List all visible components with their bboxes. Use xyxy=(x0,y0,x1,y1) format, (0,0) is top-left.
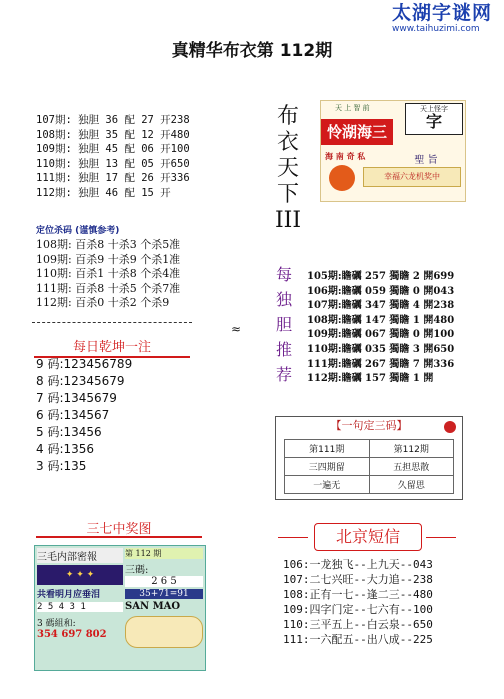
qiankun-title: 每日乾坤一注 xyxy=(72,340,151,355)
sanmao-seal-icon xyxy=(125,616,203,648)
kuangying-row: 112期:瞻礪 157 獨瞻 1 開 xyxy=(307,373,434,385)
sanmao-slogan: 共看明月应垂泪 xyxy=(37,590,101,600)
page-title: 真精华布衣第 112期 xyxy=(171,41,333,61)
yiju-col2-head: 第112期 xyxy=(369,440,454,458)
sanmao-logo-icon: ✦ ✦ ✦ xyxy=(37,565,123,585)
haisan-right-box xyxy=(405,103,463,135)
history-row: 109期: 独胆 45 配 06 开100 xyxy=(36,143,190,155)
position-row: 112期: 百杀0 十杀2 个杀9 xyxy=(36,296,170,309)
kuangying-row: 110期:瞻礪 035 獨瞻 3 開650 xyxy=(307,343,455,355)
beijing-row: 107:二七兴旺--大力追--238 xyxy=(283,573,433,586)
yiju-table xyxy=(284,439,454,494)
haisan-motto: 幸福六龙机奖中 xyxy=(363,167,461,187)
buyi-char: 布 xyxy=(276,104,299,129)
qiankun-row: 7 码:1345679 xyxy=(36,391,117,405)
buyi-char: 下 xyxy=(276,182,299,207)
beijing-banner xyxy=(272,523,462,553)
position-row: 110期: 百杀1 十杀8 个杀4准 xyxy=(36,267,181,280)
kuangying-row: 107期:瞻礪 347 獨瞻 4 開238 xyxy=(307,300,455,312)
sanmao-right-issue: 第 112 期 xyxy=(125,548,203,559)
site-logo-url: www.taihuzimi.com xyxy=(392,24,480,34)
sanmao-left xyxy=(37,548,123,668)
beijing-title: 北京短信 xyxy=(314,523,422,551)
meidu-char: 推 xyxy=(275,340,292,359)
sanmao-code-label: 3 碼組和: xyxy=(37,619,76,629)
haisan-sub-right: 聖 旨 xyxy=(414,155,438,166)
yiju-cell: 一遍无 xyxy=(285,476,370,494)
sanmao-brand: SAN MAO xyxy=(125,601,181,612)
yiju-cell: 三四期留 xyxy=(285,458,370,476)
haisan-right-top: 天上怪字 xyxy=(420,105,448,113)
sanmao-right-label: 三碼: xyxy=(125,565,149,576)
sanmao-title: 三七中奖图 xyxy=(86,522,152,537)
kuangying-row: 105期:瞻礪 257 獨瞻 2 開699 xyxy=(307,271,455,282)
haisan-sub-left: 海 南 奇 私 xyxy=(325,151,366,161)
haisan-glyph-icon: 字 xyxy=(425,112,442,131)
qiankun-list xyxy=(36,356,132,475)
haisan-card xyxy=(320,100,466,202)
beijing-list xyxy=(283,557,433,647)
history-row: 111期: 独胆 17 配 26 开336 xyxy=(36,172,190,184)
yiju-cell: 五担思散 xyxy=(369,458,454,476)
meidu-vertical xyxy=(268,262,300,387)
position-row: 111期: 百杀8 十杀5 个杀7准 xyxy=(36,281,181,295)
sanmao-card-title: 三毛内部密報 xyxy=(37,548,123,563)
sanmao-nums: 2 5 4 3 1 xyxy=(37,602,123,612)
qiankun-row: 3 码:135 xyxy=(36,459,87,473)
beijing-row: 108:正有一七--逢二三--480 xyxy=(283,588,433,601)
site-logo xyxy=(392,2,502,36)
haisan-top-left: 天 上 智 前 xyxy=(335,104,370,112)
history-row: 110期: 独胆 13 配 05 开650 xyxy=(36,157,190,170)
beijing-row: 106:一龙独飞--上九天--043 xyxy=(283,558,433,571)
position-row: 108期: 百杀8 十杀3 个杀5准 xyxy=(36,238,181,251)
beijing-rule-right xyxy=(426,537,456,538)
qiankun-row: 5 码:13456 xyxy=(36,425,102,439)
sanmao-right xyxy=(125,548,203,668)
qiankun-row: 6 码:134567 xyxy=(36,408,110,422)
history-list xyxy=(36,113,190,200)
meidu-char: 荐 xyxy=(275,365,292,384)
sanmao-formula: 35+71=91 xyxy=(125,589,203,599)
yiju-col1-head: 第111期 xyxy=(285,440,370,458)
kuangying-row: 108期:瞻礪 147 獨瞻 1 開480 xyxy=(307,314,455,326)
sanmao-right-value: 2 6 5 xyxy=(125,576,203,587)
buyi-vertical xyxy=(270,104,306,234)
yiju-title: 【一句定三码】 xyxy=(330,419,408,432)
kuangying-row: 109期:瞻礪 067 獨瞻 0 開100 xyxy=(307,329,455,341)
beijing-row: 110:三平五上--白云泉--650 xyxy=(283,618,433,631)
beijing-rule-left xyxy=(278,537,308,538)
position-title: 定位杀码 (谨慎参考) xyxy=(36,226,120,236)
qiankun-row: 4 码:1356 xyxy=(36,442,95,456)
dashed-divider xyxy=(32,322,192,333)
haisan-emblem-icon xyxy=(329,165,355,191)
beijing-row: 111:一六配五--出八成--225 xyxy=(283,633,433,646)
haisan-title: 怜湖海三 xyxy=(321,119,393,145)
buyi-char: III xyxy=(274,208,302,233)
sanmao-banner xyxy=(36,518,202,538)
meidu-char: 独 xyxy=(275,290,292,309)
qiankun-banner xyxy=(34,336,190,358)
qiankun-row: 8 码:12345679 xyxy=(36,374,125,388)
kuangying-row: 106期:瞻礪 059 獨瞻 0 開043 xyxy=(307,285,455,297)
kuangying-list xyxy=(307,270,454,387)
yiju-box xyxy=(275,416,463,500)
buyi-char: 天 xyxy=(276,156,299,181)
kuangying-row: 111期:瞻礪 267 獨瞻 7 開336 xyxy=(307,358,455,370)
sanmao-card xyxy=(34,545,206,671)
buyi-char: 衣 xyxy=(276,130,299,155)
sanmao-code-value: 354 697 802 xyxy=(37,629,107,640)
yiju-ball-icon xyxy=(444,421,456,433)
beijing-row: 109:四字门定--七六有--100 xyxy=(283,603,433,616)
history-row: 112期: 独胆 46 配 15 开 xyxy=(36,186,171,199)
meidu-char: 胆 xyxy=(275,315,292,334)
site-logo-text: 太湖字谜网 xyxy=(392,2,493,24)
yiju-cell: 久留思 xyxy=(369,476,454,494)
position-list xyxy=(36,238,180,311)
meidu-char: 每 xyxy=(275,265,292,284)
position-row: 109期: 百杀9 十杀9 个杀1准 xyxy=(36,252,181,266)
history-row: 107期: 独胆 36 配 27 开238 xyxy=(36,114,190,126)
qiankun-row: 9 码:123456789 xyxy=(36,357,133,371)
separator-mark: ≈ xyxy=(231,322,242,336)
history-row: 108期: 独胆 35 配 12 开480 xyxy=(36,128,190,141)
